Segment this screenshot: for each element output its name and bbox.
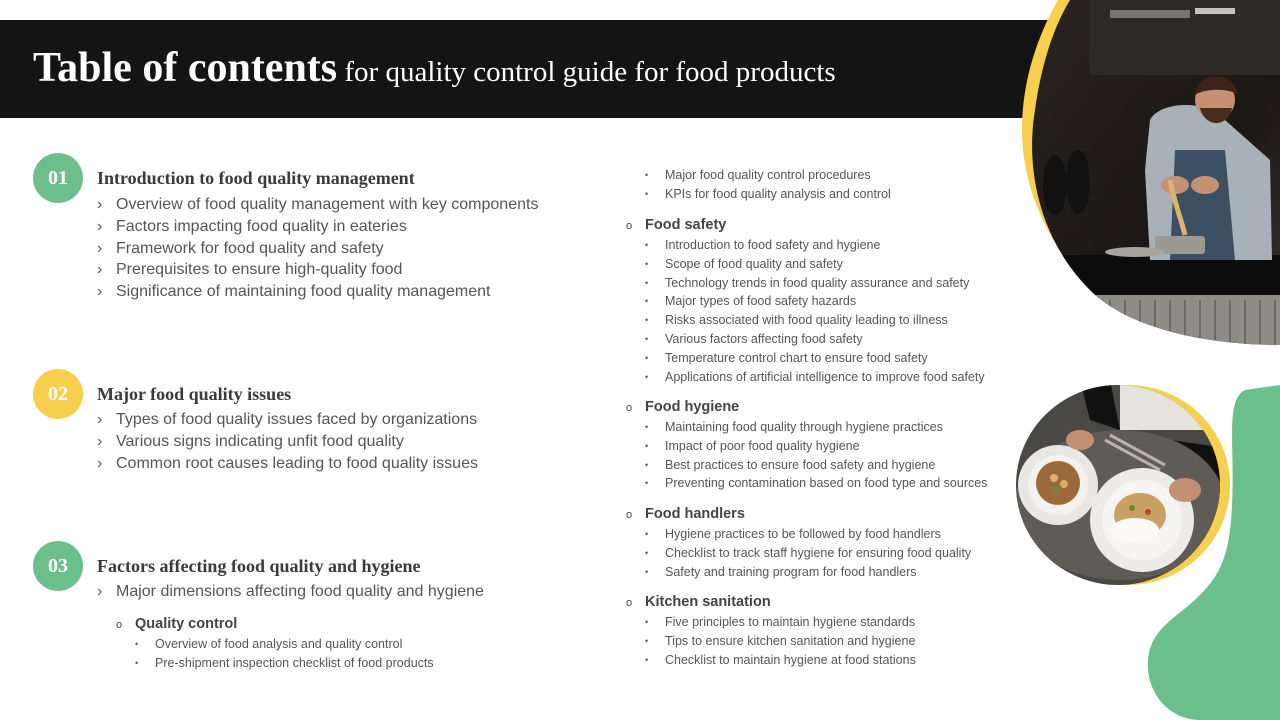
list-item: › Various signs indicating unfit food quality xyxy=(97,431,478,453)
chevron-right-icon: › xyxy=(97,432,103,450)
dot-bullet-icon: • xyxy=(645,258,649,269)
list-item: • Major food quality control procedures xyxy=(645,166,891,185)
dot-bullet-icon: • xyxy=(645,654,649,665)
list-item: • Technology trends in food quality assurance and safety xyxy=(645,274,985,293)
chevron-right-icon: › xyxy=(97,217,103,235)
group-items-food-hygiene xyxy=(645,418,987,493)
dot-bullet-icon: • xyxy=(135,639,139,649)
dot-bullet-icon: • xyxy=(645,352,649,363)
hollow-circle-bullet-icon: o xyxy=(116,619,123,631)
group-items-food-handlers xyxy=(645,525,971,581)
list-item: › Significance of maintaining food quality management xyxy=(97,281,538,303)
section-title: Introduction to food quality management xyxy=(97,168,415,188)
dot-bullet-icon: • xyxy=(645,478,649,489)
list-item: • Best practices to ensure food safety and hygiene xyxy=(645,456,987,475)
dot-bullet-icon: • xyxy=(645,459,649,470)
section-items xyxy=(97,194,538,303)
dot-bullet-icon: • xyxy=(645,440,649,451)
dot-bullet-icon: • xyxy=(645,277,649,288)
group-title-food-handlers: o Food handlers xyxy=(626,506,745,522)
list-item: › Common root causes leading to food quality issues xyxy=(97,453,478,475)
dot-bullet-icon: • xyxy=(645,547,649,558)
hollow-circle-bullet-icon: o xyxy=(626,220,633,232)
continued-items xyxy=(645,166,891,204)
list-item: › Major dimensions affecting food quality and hygiene xyxy=(97,581,484,603)
chevron-right-icon: › xyxy=(97,261,103,279)
list-item: • Tips to ensure kitchen sanitation and hygiene xyxy=(645,632,916,651)
dot-bullet-icon: • xyxy=(645,617,649,627)
list-item: • Preventing contamination based on food type and sources xyxy=(645,474,987,493)
group-items-kitchen-sanitation xyxy=(645,613,916,669)
subsection-items xyxy=(135,635,434,673)
chevron-right-icon: › xyxy=(97,454,103,472)
chevron-right-icon: › xyxy=(97,411,103,428)
section-items xyxy=(97,581,484,603)
list-item: • Hygiene practices to be followed by food handlers xyxy=(645,525,971,544)
list-item: • Overview of food analysis and quality control xyxy=(135,635,434,654)
chevron-right-icon: › xyxy=(97,239,103,257)
page-title-subtitle: for quality control guide for food products xyxy=(337,56,836,88)
list-item: • Impact of poor food quality hygiene xyxy=(645,437,987,456)
section-number-badge: 02 xyxy=(33,369,83,419)
food-plates-photo xyxy=(1010,380,1240,595)
list-item: • Major types of food safety hazards xyxy=(645,292,985,311)
subsection-title: o Quality control xyxy=(116,616,238,632)
chevron-right-icon: › xyxy=(97,283,103,301)
list-item: › Types of food quality issues faced by organizations xyxy=(97,409,478,431)
list-item: • Safety and training program for food handlers xyxy=(645,563,971,582)
list-item: • Various factors affecting food safety xyxy=(645,330,985,349)
section-number-badge: 01 xyxy=(33,153,83,203)
dot-bullet-icon: • xyxy=(645,371,649,382)
dot-bullet-icon: • xyxy=(645,422,649,432)
page-title-bold: Table of contents xyxy=(33,45,338,91)
dot-bullet-icon: • xyxy=(645,240,649,250)
group-items-food-safety xyxy=(645,236,985,386)
hollow-circle-bullet-icon: o xyxy=(626,597,633,609)
list-item: › Factors impacting food quality in eateries xyxy=(97,216,538,238)
page-title xyxy=(33,44,836,92)
list-item: • KPIs for food quality analysis and control xyxy=(645,185,891,204)
dot-bullet-icon: • xyxy=(645,529,649,539)
section-items xyxy=(97,409,478,474)
hollow-circle-bullet-icon: o xyxy=(626,509,633,521)
list-item: • Checklist to track staff hygiene for ensuring food quality xyxy=(645,544,971,563)
group-title-food-hygiene: o Food hygiene xyxy=(626,399,740,415)
group-title-food-safety: o Food safety xyxy=(626,217,727,233)
dot-bullet-icon: • xyxy=(645,170,649,180)
dot-bullet-icon: • xyxy=(645,315,649,326)
list-item: • Maintaining food quality through hygiene practices xyxy=(645,418,987,437)
dot-bullet-icon: • xyxy=(645,188,649,199)
list-item: › Overview of food quality management with key components xyxy=(97,194,538,216)
list-item: • Scope of food quality and safety xyxy=(645,255,985,274)
hollow-circle-bullet-icon: o xyxy=(626,402,633,414)
list-item: • Risks associated with food quality leading to illness xyxy=(645,311,985,330)
list-item: • Pre-shipment inspection checklist of food products xyxy=(135,654,434,673)
chevron-right-icon: › xyxy=(97,196,103,213)
chevron-right-icon: › xyxy=(97,583,103,600)
group-title-kitchen-sanitation: o Kitchen sanitation xyxy=(626,594,771,610)
dot-bullet-icon: • xyxy=(645,635,649,646)
list-item: › Framework for food quality and safety xyxy=(97,238,538,260)
list-item: • Checklist to maintain hygiene at food stations xyxy=(645,651,916,670)
list-item: • Temperature control chart to ensure food safety xyxy=(645,349,985,368)
list-item: • Five principles to maintain hygiene standards xyxy=(645,613,916,632)
dot-bullet-icon: • xyxy=(645,296,649,307)
list-item: › Prerequisites to ensure high-quality food xyxy=(97,259,538,281)
section-title: Factors affecting food quality and hygiene xyxy=(97,556,421,576)
dot-bullet-icon: • xyxy=(645,333,649,344)
chef-photo xyxy=(1010,0,1280,350)
list-item: • Introduction to food safety and hygiene xyxy=(645,236,985,255)
dot-bullet-icon: • xyxy=(135,657,139,668)
section-title: Major food quality issues xyxy=(97,384,292,404)
list-item: • Applications of artificial intelligence to improve food safety xyxy=(645,368,985,387)
section-number-badge: 03 xyxy=(33,541,83,591)
dot-bullet-icon: • xyxy=(645,566,649,577)
